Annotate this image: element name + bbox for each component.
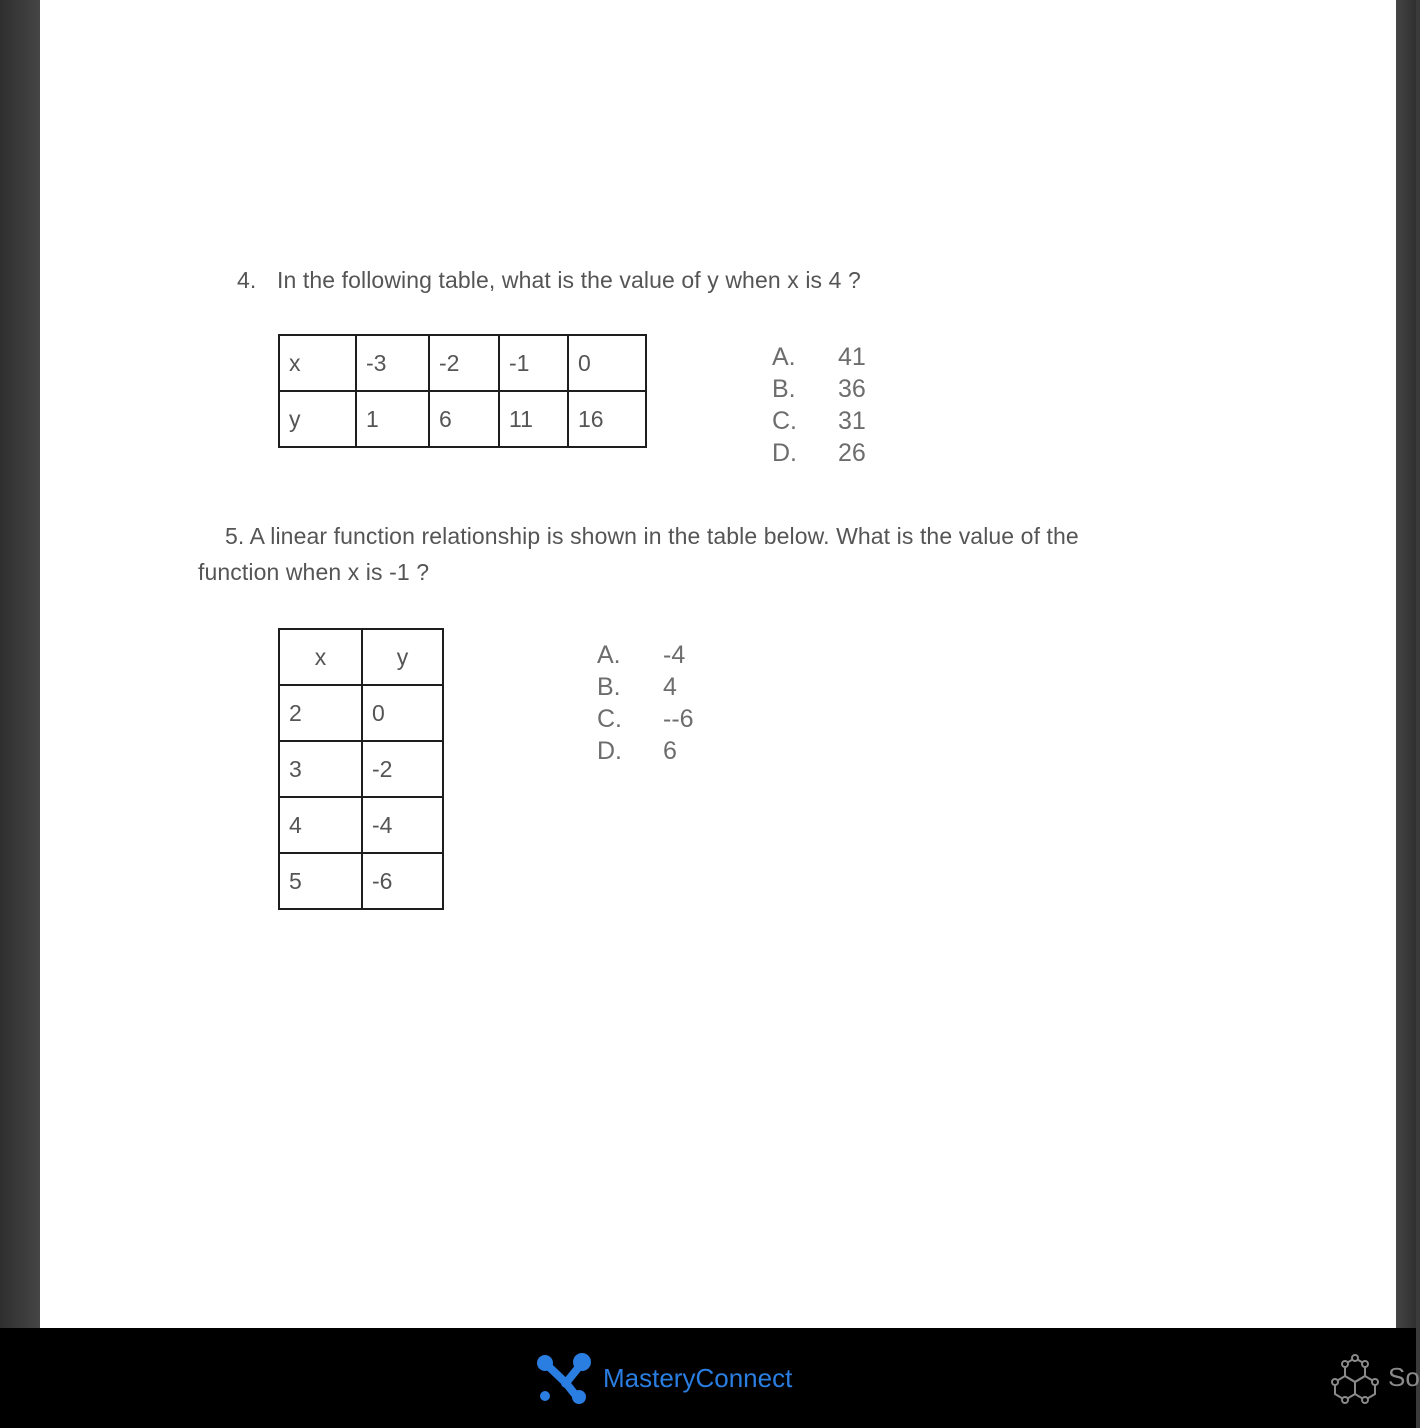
choice-letter: D. <box>772 439 797 467</box>
document-page <box>40 0 1396 1328</box>
question-5-choices <box>597 639 694 767</box>
table-cell: 1 <box>356 391 429 447</box>
answer-choice-c <box>772 405 866 437</box>
table-cell: y <box>279 391 356 447</box>
table-row <box>279 391 646 447</box>
table-cell: -6 <box>362 853 443 909</box>
table-row <box>279 797 443 853</box>
table-cell: 16 <box>568 391 646 447</box>
answer-choice-a <box>772 341 866 373</box>
masteryconnect-logo-icon <box>535 1350 595 1406</box>
question-4-choices <box>772 341 866 469</box>
choice-value: 6 <box>663 737 677 765</box>
answer-choice-d <box>597 735 694 767</box>
table-header-row <box>279 629 443 685</box>
table-cell: 11 <box>499 391 568 447</box>
question-4-text: In the following table, what is the value of y when x is 4 ? <box>277 267 861 293</box>
choice-value: --6 <box>663 705 694 733</box>
question-5-table <box>278 628 444 910</box>
table-cell: 5 <box>279 853 362 909</box>
masteryconnect-brand-link[interactable] <box>535 1350 792 1406</box>
table-cell: -1 <box>499 335 568 391</box>
table-cell: -3 <box>356 335 429 391</box>
table-cell: 6 <box>429 391 499 447</box>
socrative-link[interactable] <box>1332 1352 1420 1402</box>
choice-value: 36 <box>838 375 866 403</box>
table-cell: 4 <box>279 797 362 853</box>
choice-letter: C. <box>772 407 797 435</box>
question-4-number: 4. <box>237 267 257 293</box>
bottom-bar <box>0 1328 1420 1428</box>
choice-value: 4 <box>663 673 677 701</box>
table-cell: 0 <box>362 685 443 741</box>
table-cell: 0 <box>568 335 646 391</box>
table-cell: 3 <box>279 741 362 797</box>
hexagon-network-icon <box>1332 1352 1378 1402</box>
choice-letter: A. <box>772 343 796 371</box>
brand-name: MasteryConnect <box>603 1362 793 1393</box>
answer-choice-b <box>772 373 866 405</box>
table-cell: x <box>279 335 356 391</box>
table-cell: -2 <box>429 335 499 391</box>
choice-letter: B. <box>772 375 796 403</box>
table-row <box>279 741 443 797</box>
choice-letter: D. <box>597 737 622 765</box>
table-row <box>279 853 443 909</box>
answer-choice-d <box>772 437 866 469</box>
choice-letter: A. <box>597 641 621 669</box>
question-5-text-line-1: 5. A linear function relationship is shown in the table below. What is the value of the <box>225 523 1079 549</box>
table-cell: 2 <box>279 685 362 741</box>
choice-value: 26 <box>838 439 866 467</box>
question-4-table <box>278 334 647 448</box>
answer-choice-a <box>597 639 694 671</box>
answer-choice-c <box>597 703 694 735</box>
table-header-cell: y <box>362 629 443 685</box>
answer-choice-b <box>597 671 694 703</box>
choice-value: 31 <box>838 407 866 435</box>
choice-value: -4 <box>663 641 686 669</box>
table-header-cell: x <box>279 629 362 685</box>
question-5-text-line-2: function when x is -1 ? <box>198 559 430 585</box>
choice-value: 41 <box>838 343 866 371</box>
choice-letter: B. <box>597 673 621 701</box>
choice-letter: C. <box>597 705 622 733</box>
table-row <box>279 335 646 391</box>
table-cell: -4 <box>362 797 443 853</box>
table-cell: -2 <box>362 741 443 797</box>
socrative-label: So <box>1388 1361 1420 1392</box>
table-row <box>279 685 443 741</box>
